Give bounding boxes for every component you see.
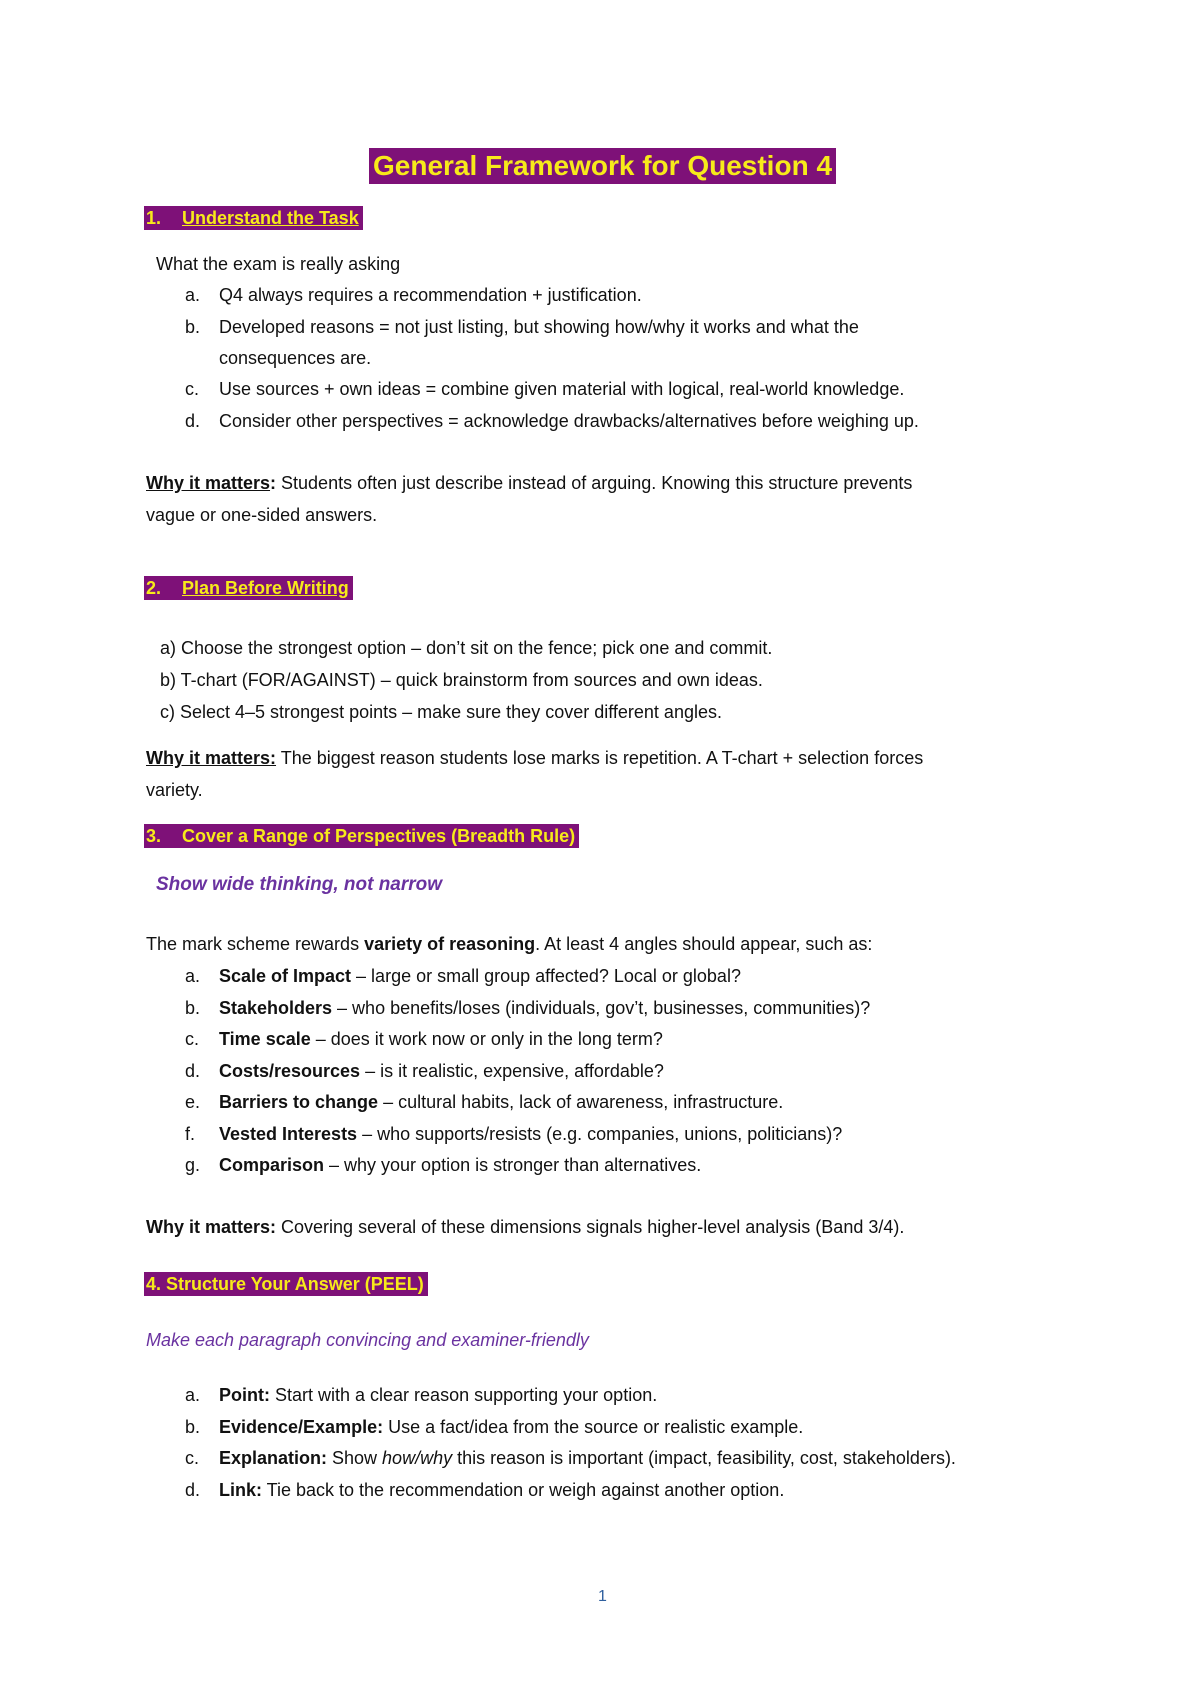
list-marker: g. bbox=[185, 1155, 201, 1175]
list-item: Consider other perspectives = acknowledge drawbacks/alternatives before weighing up. bbox=[219, 411, 919, 431]
section-2-why-cont: variety. bbox=[146, 780, 203, 800]
section-3-subheading: Show wide thinking, not narrow bbox=[156, 874, 443, 895]
list-marker: f. bbox=[185, 1124, 196, 1144]
section-3-heading: 3. Cover a Range of Perspectives (Breadth Rule) bbox=[144, 824, 579, 848]
list-item: Developed reasons = not just listing, but showing how/why it works and what the bbox=[219, 317, 859, 337]
list-item: Time scale – does it work now or only in the long term? bbox=[219, 1029, 663, 1049]
list-item: Point: Start with a clear reason supporting your option. bbox=[219, 1385, 658, 1405]
list-marker: c. bbox=[185, 1448, 200, 1468]
list-marker: a. bbox=[185, 285, 201, 305]
list-item-continuation: consequences are. bbox=[219, 348, 372, 368]
section-2-heading: 2. Plan Before Writing bbox=[144, 576, 353, 600]
section-2-item: c) Select 4–5 strongest points – make sure they cover different angles. bbox=[160, 702, 722, 722]
section-1-why-cont: vague or one-sided answers. bbox=[146, 505, 378, 525]
page-number: 1 bbox=[598, 1588, 607, 1605]
list-item: Barriers to change – cultural habits, lack of awareness, infrastructure. bbox=[219, 1092, 784, 1112]
list-marker: e. bbox=[185, 1092, 201, 1112]
list-item: Costs/resources – is it realistic, expensive, affordable? bbox=[219, 1061, 664, 1081]
section-2-item: a) Choose the strongest option – don’t sit on the fence; pick one and commit. bbox=[160, 638, 773, 658]
list-marker: a. bbox=[185, 966, 201, 986]
section-1-heading: 1. Understand the Task bbox=[144, 206, 363, 230]
list-marker: d. bbox=[185, 1480, 201, 1500]
list-item: Scale of Impact – large or small group affected? Local or global? bbox=[219, 966, 741, 986]
section-4-subheading: Make each paragraph convincing and examiner-friendly bbox=[146, 1330, 589, 1350]
section-4-heading: 4. Structure Your Answer (PEEL) bbox=[144, 1272, 428, 1296]
section-3-intro: The mark scheme rewards variety of reasoning. At least 4 angles should appear, such as: bbox=[146, 934, 873, 954]
list-marker: c. bbox=[185, 1029, 200, 1049]
list-marker: d. bbox=[185, 411, 201, 431]
list-marker: b. bbox=[185, 317, 201, 337]
list-item: Stakeholders – who benefits/loses (individuals, gov’t, businesses, communities)? bbox=[219, 998, 871, 1018]
list-marker: b. bbox=[185, 1417, 201, 1437]
list-item: Use sources + own ideas = combine given material with logical, real-world knowledge. bbox=[219, 379, 905, 399]
list-marker: c. bbox=[185, 379, 200, 399]
section-3-why: Why it matters: Covering several of these dimensions signals higher-level analysis (Band 3/4). bbox=[146, 1217, 905, 1237]
list-item: Q4 always requires a recommendation + justification. bbox=[219, 285, 642, 305]
list-item: Explanation: Show how/why this reason is important (impact, feasibility, cost, stakeholders). bbox=[219, 1448, 956, 1468]
list-item: Comparison – why your option is stronger than alternatives. bbox=[219, 1155, 702, 1175]
section-1-intro: What the exam is really asking bbox=[156, 254, 401, 274]
list-item: Evidence/Example: Use a fact/idea from the source or realistic example. bbox=[219, 1417, 804, 1437]
list-marker: d. bbox=[185, 1061, 201, 1081]
section-1-why: Why it matters: Students often just describe instead of arguing. Knowing this structure prevents bbox=[146, 473, 913, 493]
list-item: Vested Interests – who supports/resists (e.g. companies, unions, politicians)? bbox=[219, 1124, 843, 1144]
page-title: General Framework for Question 4 bbox=[369, 148, 836, 184]
list-marker: b. bbox=[185, 998, 201, 1018]
section-2-why: Why it matters: The biggest reason students lose marks is repetition. A T-chart + selection forces bbox=[146, 748, 924, 768]
section-2-item: b) T-chart (FOR/AGAINST) – quick brainstorm from sources and own ideas. bbox=[160, 670, 763, 690]
list-marker: a. bbox=[185, 1385, 201, 1405]
list-item: Link: Tie back to the recommendation or weigh against another option. bbox=[219, 1480, 785, 1500]
